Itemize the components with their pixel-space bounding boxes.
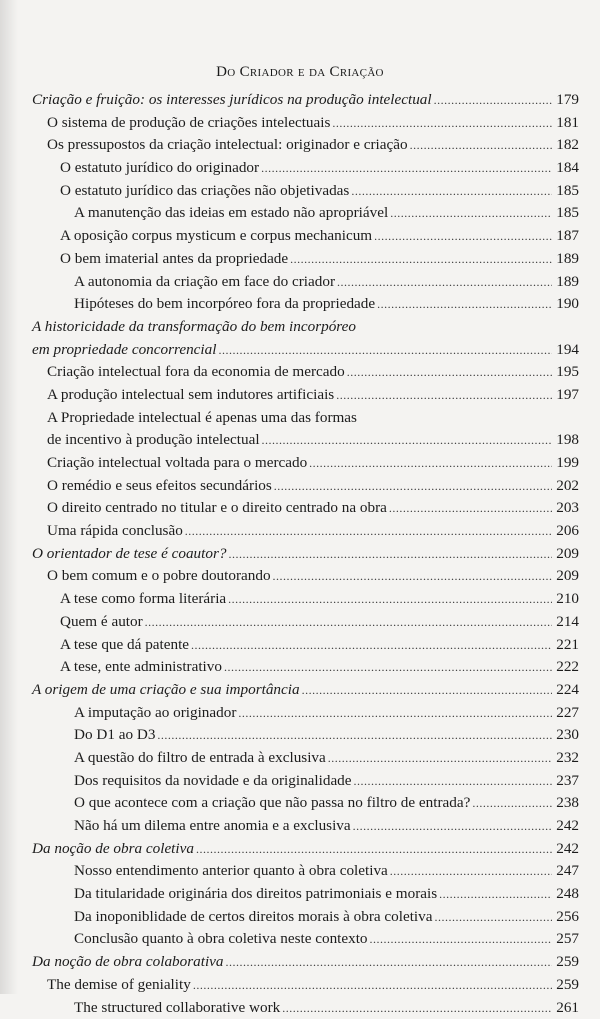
toc-page-number: 182 <box>552 134 579 157</box>
toc-entry[interactable] <box>0 384 600 407</box>
dot-leader <box>218 339 552 362</box>
toc-page-number: 197 <box>552 384 579 407</box>
dot-leader <box>410 134 552 157</box>
toc-entry-label: Uma rápida conclusão <box>47 520 185 543</box>
toc-entry-label: O bem imaterial antes da propriedade <box>60 248 290 271</box>
toc-page-number: 209 <box>552 565 579 588</box>
toc-entry-label: A tese como forma literária <box>60 588 228 611</box>
toc-entry-label: A tese que dá patente <box>60 634 191 657</box>
dot-leader <box>238 702 552 725</box>
toc-entry-label: Da noção de obra coletiva <box>32 838 196 861</box>
dot-leader <box>309 452 552 475</box>
dot-leader <box>302 679 552 702</box>
toc-entry[interactable] <box>0 906 600 929</box>
dot-leader <box>439 883 552 906</box>
toc-page-number: 247 <box>552 860 579 883</box>
toc-entry[interactable] <box>0 89 600 112</box>
toc-entry-label: Hipóteses do bem incorpóreo fora da propriedade <box>74 293 377 316</box>
toc-entry-label: Da inoponiblidade de certos direitos morais à obra coletiva <box>74 906 434 929</box>
toc-page-number: 185 <box>552 180 579 203</box>
toc-entry[interactable] <box>0 747 600 770</box>
dot-leader <box>390 860 552 883</box>
toc-page-number: 198 <box>552 429 579 452</box>
dot-leader <box>370 928 552 951</box>
toc-page-number: 248 <box>552 883 579 906</box>
toc-entry[interactable] <box>0 225 600 248</box>
toc-entry-label: Criação intelectual fora da economia de mercado <box>47 361 347 384</box>
toc-entry-label: O sistema de produção de criações intelectuais <box>47 112 332 135</box>
toc-entry[interactable] <box>0 475 600 498</box>
toc-page-number: 227 <box>552 702 579 725</box>
toc-entry-label: A questão do filtro de entrada à exclusiva <box>74 747 328 770</box>
toc-entry-label: O remédio e seus efeitos secundários <box>47 475 274 498</box>
toc-entry[interactable] <box>0 520 600 543</box>
toc-page-number: 214 <box>552 611 579 634</box>
toc-entry[interactable] <box>0 724 600 747</box>
toc-entry[interactable] <box>0 180 600 203</box>
toc-entry[interactable] <box>0 452 600 475</box>
toc-entry-label: Conclusão quanto à obra coletiva neste contexto <box>74 928 370 951</box>
toc-entry[interactable] <box>0 429 600 452</box>
toc-entry[interactable] <box>0 157 600 180</box>
toc-entry[interactable] <box>0 792 600 815</box>
toc-entry-label: The structured collaborative work <box>74 997 282 1019</box>
toc-page-number: 194 <box>552 339 579 362</box>
toc-entry-continuation <box>0 407 600 430</box>
toc-page-number: 209 <box>552 543 579 566</box>
toc-entry[interactable] <box>0 974 600 997</box>
toc-page-number: 222 <box>552 656 579 679</box>
toc-page-number: 185 <box>552 202 579 225</box>
toc-entry-label: A produção intelectual sem indutores artificiais <box>47 384 336 407</box>
toc-entry-label: Os pressupostos da criação intelectual: originador e criação <box>47 134 410 157</box>
toc-entry-label: A manutenção das ideias em estado não apropriável <box>74 202 390 225</box>
dot-leader <box>374 225 552 248</box>
toc-entry-label: A origem de uma criação e sua importância <box>32 679 302 702</box>
toc-entry[interactable] <box>0 611 600 634</box>
toc-entry-label: O bem comum e o pobre doutorando <box>47 565 273 588</box>
dot-leader <box>328 747 552 770</box>
dot-leader <box>157 724 552 747</box>
toc-page-number: 221 <box>552 634 579 657</box>
toc-entry[interactable] <box>0 543 600 566</box>
toc-entry-continuation <box>0 316 600 339</box>
toc-entry[interactable] <box>0 339 600 362</box>
toc-page-number: 189 <box>552 248 579 271</box>
toc-page-number: 206 <box>552 520 579 543</box>
toc-page-number: 261 <box>552 997 579 1019</box>
dot-leader <box>336 384 552 407</box>
toc-entry[interactable] <box>0 588 600 611</box>
toc-entry-label: Quem é autor <box>60 611 145 634</box>
dot-leader <box>262 429 552 452</box>
toc-entry-label: de incentivo à produção intelectual <box>47 429 262 452</box>
dot-leader <box>228 588 552 611</box>
toc-page-number: 237 <box>552 770 579 793</box>
dot-leader <box>389 497 552 520</box>
toc-page-number: 230 <box>552 724 579 747</box>
dot-leader <box>354 770 552 793</box>
toc-page-number: 199 <box>552 452 579 475</box>
dot-leader <box>261 157 552 180</box>
toc-page-number: 181 <box>552 112 579 135</box>
dot-leader <box>332 112 552 135</box>
toc-entry-label: O que acontece com a criação que não passa no filtro de entrada? <box>74 792 472 815</box>
toc-page-number: 242 <box>552 815 579 838</box>
toc-entry[interactable] <box>0 497 600 520</box>
dot-leader <box>290 248 552 271</box>
toc-page-number: 189 <box>552 271 579 294</box>
toc-entry[interactable] <box>0 565 600 588</box>
dot-leader <box>185 520 552 543</box>
toc-entry-label: The demise of geniality <box>47 974 193 997</box>
table-of-contents <box>0 89 600 1019</box>
dot-leader <box>226 951 552 974</box>
toc-entry-label: Criação intelectual voltada para o mercado <box>47 452 309 475</box>
dot-leader <box>196 838 552 861</box>
dot-leader <box>191 634 552 657</box>
dot-leader <box>347 361 552 384</box>
toc-page-number: 242 <box>552 838 579 861</box>
toc-entry-label: A autonomia da criação em face do criador <box>74 271 337 294</box>
dot-leader <box>274 475 552 498</box>
toc-entry-label: O estatuto jurídico das criações não objetivadas <box>60 180 351 203</box>
toc-entry-label: Não há um dilema entre anomia e a exclusiva <box>74 815 353 838</box>
toc-entry-label: O direito centrado no titular e o direito centrado na obra <box>47 497 389 520</box>
toc-entry[interactable] <box>0 883 600 906</box>
toc-entry[interactable] <box>0 112 600 135</box>
dot-leader <box>390 202 552 225</box>
toc-entry-label: em propriedade concorrencial <box>32 339 218 362</box>
dot-leader <box>434 906 552 929</box>
toc-page-number: 232 <box>552 747 579 770</box>
toc-page-number: 179 <box>552 89 579 112</box>
toc-entry[interactable] <box>0 838 600 861</box>
toc-entry-label: A oposição corpus mysticum e corpus mechanicum <box>60 225 374 248</box>
toc-page-number: 184 <box>552 157 579 180</box>
dot-leader <box>193 974 552 997</box>
toc-page-number: 259 <box>552 951 579 974</box>
toc-page-number: 224 <box>552 679 579 702</box>
toc-entry-label: Do D1 ao D3 <box>74 724 157 747</box>
toc-entry[interactable] <box>0 679 600 702</box>
toc-entry[interactable] <box>0 634 600 657</box>
toc-entry-label: Da noção de obra colaborativa <box>32 951 226 974</box>
toc-entry-label: A imputação ao originador <box>74 702 238 725</box>
toc-page-number: 187 <box>552 225 579 248</box>
toc-page-number: 210 <box>552 588 579 611</box>
toc-entry[interactable] <box>0 770 600 793</box>
toc-entry-label: A tese, ente administrativo <box>60 656 224 679</box>
toc-page-number: 238 <box>552 792 579 815</box>
toc-entry[interactable] <box>0 951 600 974</box>
dot-leader <box>337 271 552 294</box>
toc-page-number: 256 <box>552 906 579 929</box>
toc-entry[interactable] <box>0 271 600 294</box>
toc-entry[interactable] <box>0 293 600 316</box>
toc-entry-label: A historicidade da transformação do bem incorpóreo <box>32 316 356 339</box>
toc-entry-label: A Propriedade intelectual é apenas uma das formas <box>47 407 357 430</box>
toc-entry[interactable] <box>0 202 600 225</box>
toc-page-number: 257 <box>552 928 579 951</box>
toc-page-number: 203 <box>552 497 579 520</box>
toc-entry[interactable] <box>0 702 600 725</box>
toc-entry-label: Nosso entendimento anterior quanto à obra coletiva <box>74 860 390 883</box>
dot-leader <box>282 997 552 1019</box>
toc-entry-label: O estatuto jurídico do originador <box>60 157 261 180</box>
toc-page-number: 202 <box>552 475 579 498</box>
dot-leader <box>472 792 552 815</box>
toc-entry[interactable] <box>0 361 600 384</box>
dot-leader <box>351 180 552 203</box>
dot-leader <box>353 815 552 838</box>
toc-entry[interactable] <box>0 248 600 271</box>
dot-leader <box>224 656 552 679</box>
toc-entry[interactable] <box>0 928 600 951</box>
toc-entry[interactable] <box>0 656 600 679</box>
toc-entry[interactable] <box>0 134 600 157</box>
toc-entry[interactable] <box>0 860 600 883</box>
toc-page-number: 195 <box>552 361 579 384</box>
toc-page-number: 259 <box>552 974 579 997</box>
toc-entry[interactable] <box>0 815 600 838</box>
dot-leader <box>377 293 552 316</box>
toc-page-number: 190 <box>552 293 579 316</box>
toc-entry-label: O orientador de tese é coautor? <box>32 543 228 566</box>
toc-entry-label: Da titularidade originária dos direitos patrimoniais e morais <box>74 883 439 906</box>
toc-entry-label: Criação e fruição: os interesses jurídicos na produção intelectual <box>32 89 434 112</box>
dot-leader <box>434 89 552 112</box>
dot-leader <box>228 543 552 566</box>
dot-leader <box>145 611 552 634</box>
toc-entry-label: Dos requisitos da novidade e da originalidade <box>74 770 354 793</box>
section-title: Do Criador e da Criação <box>0 64 600 81</box>
toc-entry[interactable] <box>0 997 600 1019</box>
dot-leader <box>273 565 552 588</box>
